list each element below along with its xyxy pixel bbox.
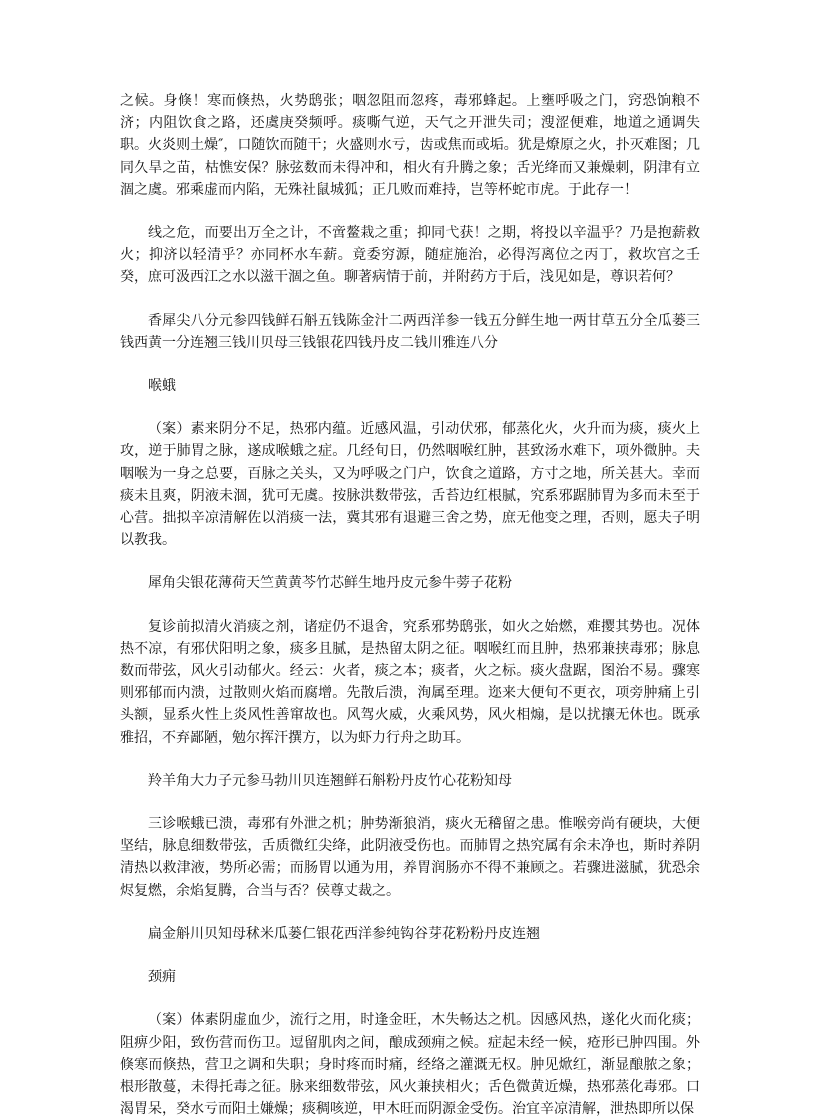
followup-paragraph-2: 三诊喉蛾已溃，毒邪有外泄之机；肿势渐狼消，痰火无稽留之患。惟喉旁尚有硬块，大便坚结，脉息细数带弦，舌质微红尖绛，此阴液受伤也。而肺胃之热究属有余未净也，斯时养阴清热以救津液，势所必需；而肠胃以通为用，养胃润肠亦不得不兼顾之。若骤进滋腻，犹恐余烬复燃，余焰复腾，合当与否？侯尊丈裁之。	[120, 816, 700, 899]
paragraph-1: 之候。身倏！寒而倏热，火势鸱张；咽忽阻而忽疼，毒邪蜂起。上壅呼吸之门，窍恐饷粮不济；内阻饮食之路，还虞庚癸频呼。痰嘶气逆，天气之开泄失司；溲涩便难，地道之通调失职。火炎则土燥″，口随饮而随干；火盛则水亏，齿或焦而或垢。犹是燎原之火，扑灭难图；几同久旱之苗，枯憔安保？脉弦数而未得冲和，相火有升腾之象；舌光绛而又兼燥刺，阴津有立涸之虞。邪乘虚而内陷，无殊社鼠城狐；正几败而难持，岂等杯蛇市虎。于此存一！	[120, 93, 700, 198]
section-heading-jingyong: 颈痈	[148, 969, 176, 986]
prescription-1: 香犀尖八分元参四钱鲜石斛五钱陈金汁二两西洋参一钱五分鲜生地一两甘草五分全瓜蒌三钱西黄一分连翘三钱川贝母三钱银花四钱丹皮二钱川雅连八分	[120, 312, 700, 351]
followup-paragraph-1: 复诊前拟清火消痰之剂，诸症仍不退舍，究系邪势鸱张，如火之始燃，难撄其势也。况体热不凉，有邪伏阳明之象，痰多且腻，是热留太阴之征。咽喉红而且肿，热邪兼挟毒邪；脉息数而带弦，风火引动郁火。经云：火者，痰之本；痰者，火之标。痰火盘踞，图治不易。骤寒则邪郁而内溃，过散则火焰而腐增。先散后溃，洵属至理。迩来大便旬不更衣，项旁肿痛上引头额，显系火性上炎风性善窜故也。风驾火威，火乘风势，风火相煽，是以扰攘无休也。既承雅招，不弃鄙陋，勉尔挥汗撰方，以为虾力行舟之助耳。	[120, 618, 700, 746]
case-paragraph-houe: （案）素来阴分不足，热邪内蕴。近感风温，引动伏邪，郁蒸化火，火升而为痰，痰火上攻，逆于肺胃之脉，遂成喉蛾之症。几经旬日，仍然咽喉红肿，甚致汤水难下，项外微肿。夫咽喉为一身之总要，百脉之关头，又为呼吸之门户，饮食之道路，方寸之地，所关甚大。幸而痰未且爽，阴液未涸，犹可无虞。按脉洪数带弦，舌苔边红根腻，究系邪踞肺胃为多而未至于心营。拙拟辛凉清解佐以消痰一法，冀其邪有退避三舍之势，庶无他变之理，否则，愿夫子明以教我。	[120, 421, 700, 549]
prescription-3: 羚羊角大力子元参马勃川贝连翘鲜石斛粉丹皮竹心花粉知母	[148, 772, 512, 789]
paragraph-2: 线之危，而要出万全之计，不啻鳌栽之重；抑同弋获！之期，将投以辛温乎？乃是抱薪救火；抑济以轻清乎？亦同杯水车薪。竟委穷源，随症施治，必得泻离位之丙丁，救坎宫之壬癸，庶可汲西江之水以滋干涸之鱼。聊著病情于前，并附药方于后，浅见如是，尊识若何？	[120, 225, 700, 286]
prescription-2: 犀角尖银花薄荷天竺黄黄芩竹芯鲜生地丹皮元参牛蒡子花粉	[148, 575, 512, 592]
prescription-4: 扁金斛川贝知母秫米瓜蒌仁银花西洋参纯钩谷芽花粉粉丹皮连翘	[148, 925, 540, 942]
case-paragraph-jingyong: （案）体素阴虚血少，流行之用，时逢金旺，木失畅达之机。因感风热，遂化火而化痰；阻痹少阳，致伤营而伤卫。逗留肌肉之间，酿成颈痈之候。症起未经一候，疮形已肿四围。外倏寒而倏热，营卫之调和失职；身时疼而时痛，经络之灌溉无权。肿见焮红，渐显酿脓之象；根形散蔓，未得托毒之征。脉来细数带弦，风火兼挟相火；舌色微黄近燥，热邪蒸化毒邪。口渴胃呆，癸水亏而阳土嫌燥；痰稠咳逆，甲木旺而阴源金受伤。治宜辛凉清解，泄热即所以保	[120, 1012, 700, 1118]
section-heading-houe: 喉蛾	[148, 378, 176, 395]
document-page	[120, 90, 700, 1120]
